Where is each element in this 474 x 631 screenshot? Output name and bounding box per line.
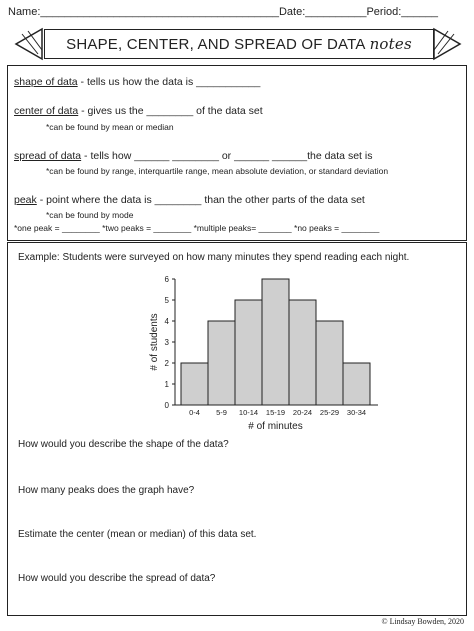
y-tick-label: 0 (164, 401, 169, 410)
peak-types: *one peak = ________ *two peaks = ________ *multiple peaks= _______ *no peaks = ________ (14, 223, 380, 233)
example-box (7, 242, 467, 616)
x-tick-label: 20-24 (292, 408, 313, 417)
definitions-box (7, 65, 467, 241)
y-tick-label: 2 (164, 359, 169, 368)
page-title (44, 29, 434, 59)
example-prompt: Example: Students were surveyed on how many minutes they spend reading each night. (18, 252, 410, 263)
histogram-bar (208, 321, 235, 405)
y-tick-label: 6 (164, 275, 169, 284)
title-notes: notes (369, 35, 412, 53)
y-axis-label: # of students (149, 313, 160, 371)
center-rest: - gives us the ________ of the data set (78, 105, 263, 117)
title-main: SHAPE, CENTER, AND SPREAD OF DATA (66, 35, 366, 53)
copyright: © Lindsay Bowden, 2020 (381, 617, 464, 626)
question-spread: How would you describe the spread of data? (18, 573, 216, 584)
histogram-bar (343, 363, 370, 405)
histogram-bar (181, 363, 208, 405)
peak-rest: - point where the data is ________ than the other parts of the data set (36, 194, 365, 206)
y-tick-label: 3 (164, 338, 169, 347)
peak-definition (14, 194, 365, 206)
x-tick-label: 0-4 (189, 408, 200, 417)
center-note: *can be found by mean or median (46, 122, 174, 132)
histogram-bar (289, 300, 316, 405)
spread-definition (14, 150, 372, 162)
spread-term: spread of data (14, 150, 82, 162)
histogram-chart (8, 265, 466, 455)
shape-definition (14, 76, 260, 88)
peak-term: peak (14, 194, 37, 206)
header-name-date-period: Name:_______________________________________Date:__________Period:______ (8, 6, 439, 18)
shape-rest: - tells us how the data is ___________ (77, 76, 261, 88)
y-tick-label: 4 (164, 317, 169, 326)
question-peaks: How many peaks does the graph have? (18, 485, 195, 496)
question-center: Estimate the center (mean or median) of this data set. (18, 529, 257, 540)
title-banner (14, 26, 462, 62)
question-shape: How would you describe the shape of the data? (18, 439, 229, 450)
x-tick-label: 10-14 (238, 408, 259, 417)
x-tick-label: 15-19 (265, 408, 286, 417)
center-definition (14, 105, 263, 117)
histogram-bars (181, 279, 370, 405)
x-axis-label: # of minutes (248, 421, 303, 432)
x-tick-label: 25-29 (319, 408, 340, 417)
spread-note: *can be found by range, interquartile range, mean absolute deviation, or standard deviation (46, 166, 389, 176)
histogram-bar (316, 321, 343, 405)
x-tick-label: 5-9 (216, 408, 227, 417)
spread-rest: - tells how ______ ________ or ______ ______the data set is (81, 150, 373, 162)
peak-note: *can be found by mode (46, 210, 134, 220)
x-tick-label: 30-34 (346, 408, 367, 417)
histogram-bar (235, 300, 262, 405)
shape-term: shape of data (14, 76, 78, 88)
y-tick-label: 1 (164, 380, 169, 389)
histogram-bar (262, 279, 289, 405)
center-term: center of data (14, 105, 79, 117)
y-tick-label: 5 (164, 296, 169, 305)
